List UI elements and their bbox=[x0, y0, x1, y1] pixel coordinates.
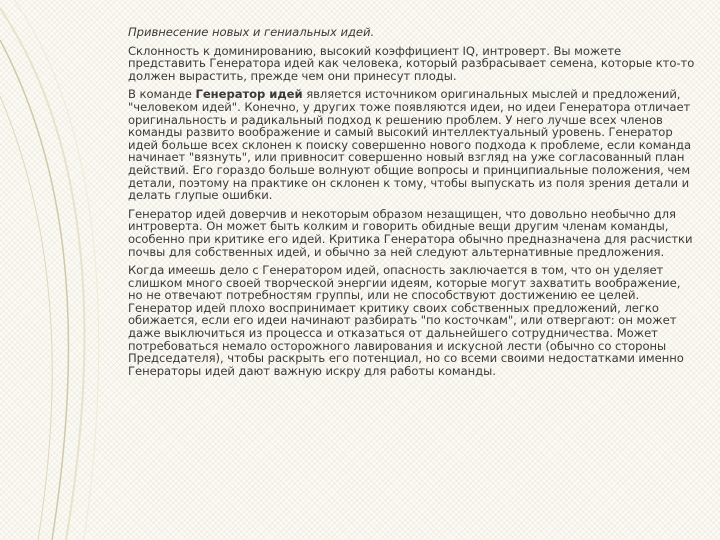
paragraph-risks: Когда имеешь дело с Генератором идей, опасность заключается в том, что он уделяет слишком много своей творческой энергии идеям, которые могут захватить воображение, но не отвечают потребностям группы, или не способствуют достижению ее целей. Генератор идей плохо воспринимает критику своих собственных предложений, легко обижается, если его идеи начинают разбирать "по косточкам", или отвергают: он может даже выключиться из процесса и отказаться от дальнейшего сотрудничества. Может потребоваться немало осторожного лавирования и искусной лести (обычно со стороны Председателя), чтобы раскрыть его потенциал, но со всеми своими недостатками именно Генераторы идей дают важную искру для работы команды. bbox=[128, 263, 684, 378]
slide-text bbox=[128, 26, 698, 383]
intro-paragraph: Склонность к доминированию, высокий коэффициент IQ, интроверт. Вы можете представить Генератора идей как человека, который разбрасывает семена, которые кто-то должен вырастить, прежде чем они принесут плоды. bbox=[128, 43, 695, 83]
role-name-bold: Генератор идей bbox=[195, 87, 303, 102]
paragraph-role bbox=[128, 88, 698, 201]
curve-outer bbox=[0, 8, 84, 540]
slide-title: Привнесение новых и гениальных идей. bbox=[128, 25, 375, 39]
decorative-curves bbox=[0, 0, 120, 540]
paragraph-traits: Генератор идей доверчив и некоторым образом незащищен, что довольно необычно для интроверта. Он может быть колким и говорить обидные вещи другим членам команды, особенно при критике его идей. Критика Генератора обычно предназначена для расчистки почвы для собственных идей, и обычно за ней следуют альтернативные предложения. bbox=[128, 206, 693, 259]
curve-middle bbox=[0, 40, 68, 540]
paragraph-role-start: В команде bbox=[128, 87, 196, 102]
paragraph-role-rest: является источником оригинальных мыслей и предложений, "человеком идей". Конечно, у других тоже появляются идеи, но идеи Генератора отличает оригинальность и радикальный подход к решению проблем. У него лучше всех членов команды развито воображение и самый высокий интеллектуальный уровень. Генератор идей больше всех склонен к поиску совершенно нового подхода к проблеме, если команда начинает "вязнуть", или привносит совершенно новый взгляд на уже согласованный план действий. Его гораздо больше волнуют общие вопросы и принципиальные положения, чем детали, поэтому на практике он склонен к тому, чтобы выпускать из поля зрения детали и делать глупые ошибки. bbox=[128, 87, 692, 203]
curve-inner bbox=[0, 96, 52, 540]
curve-far bbox=[14, 0, 99, 540]
